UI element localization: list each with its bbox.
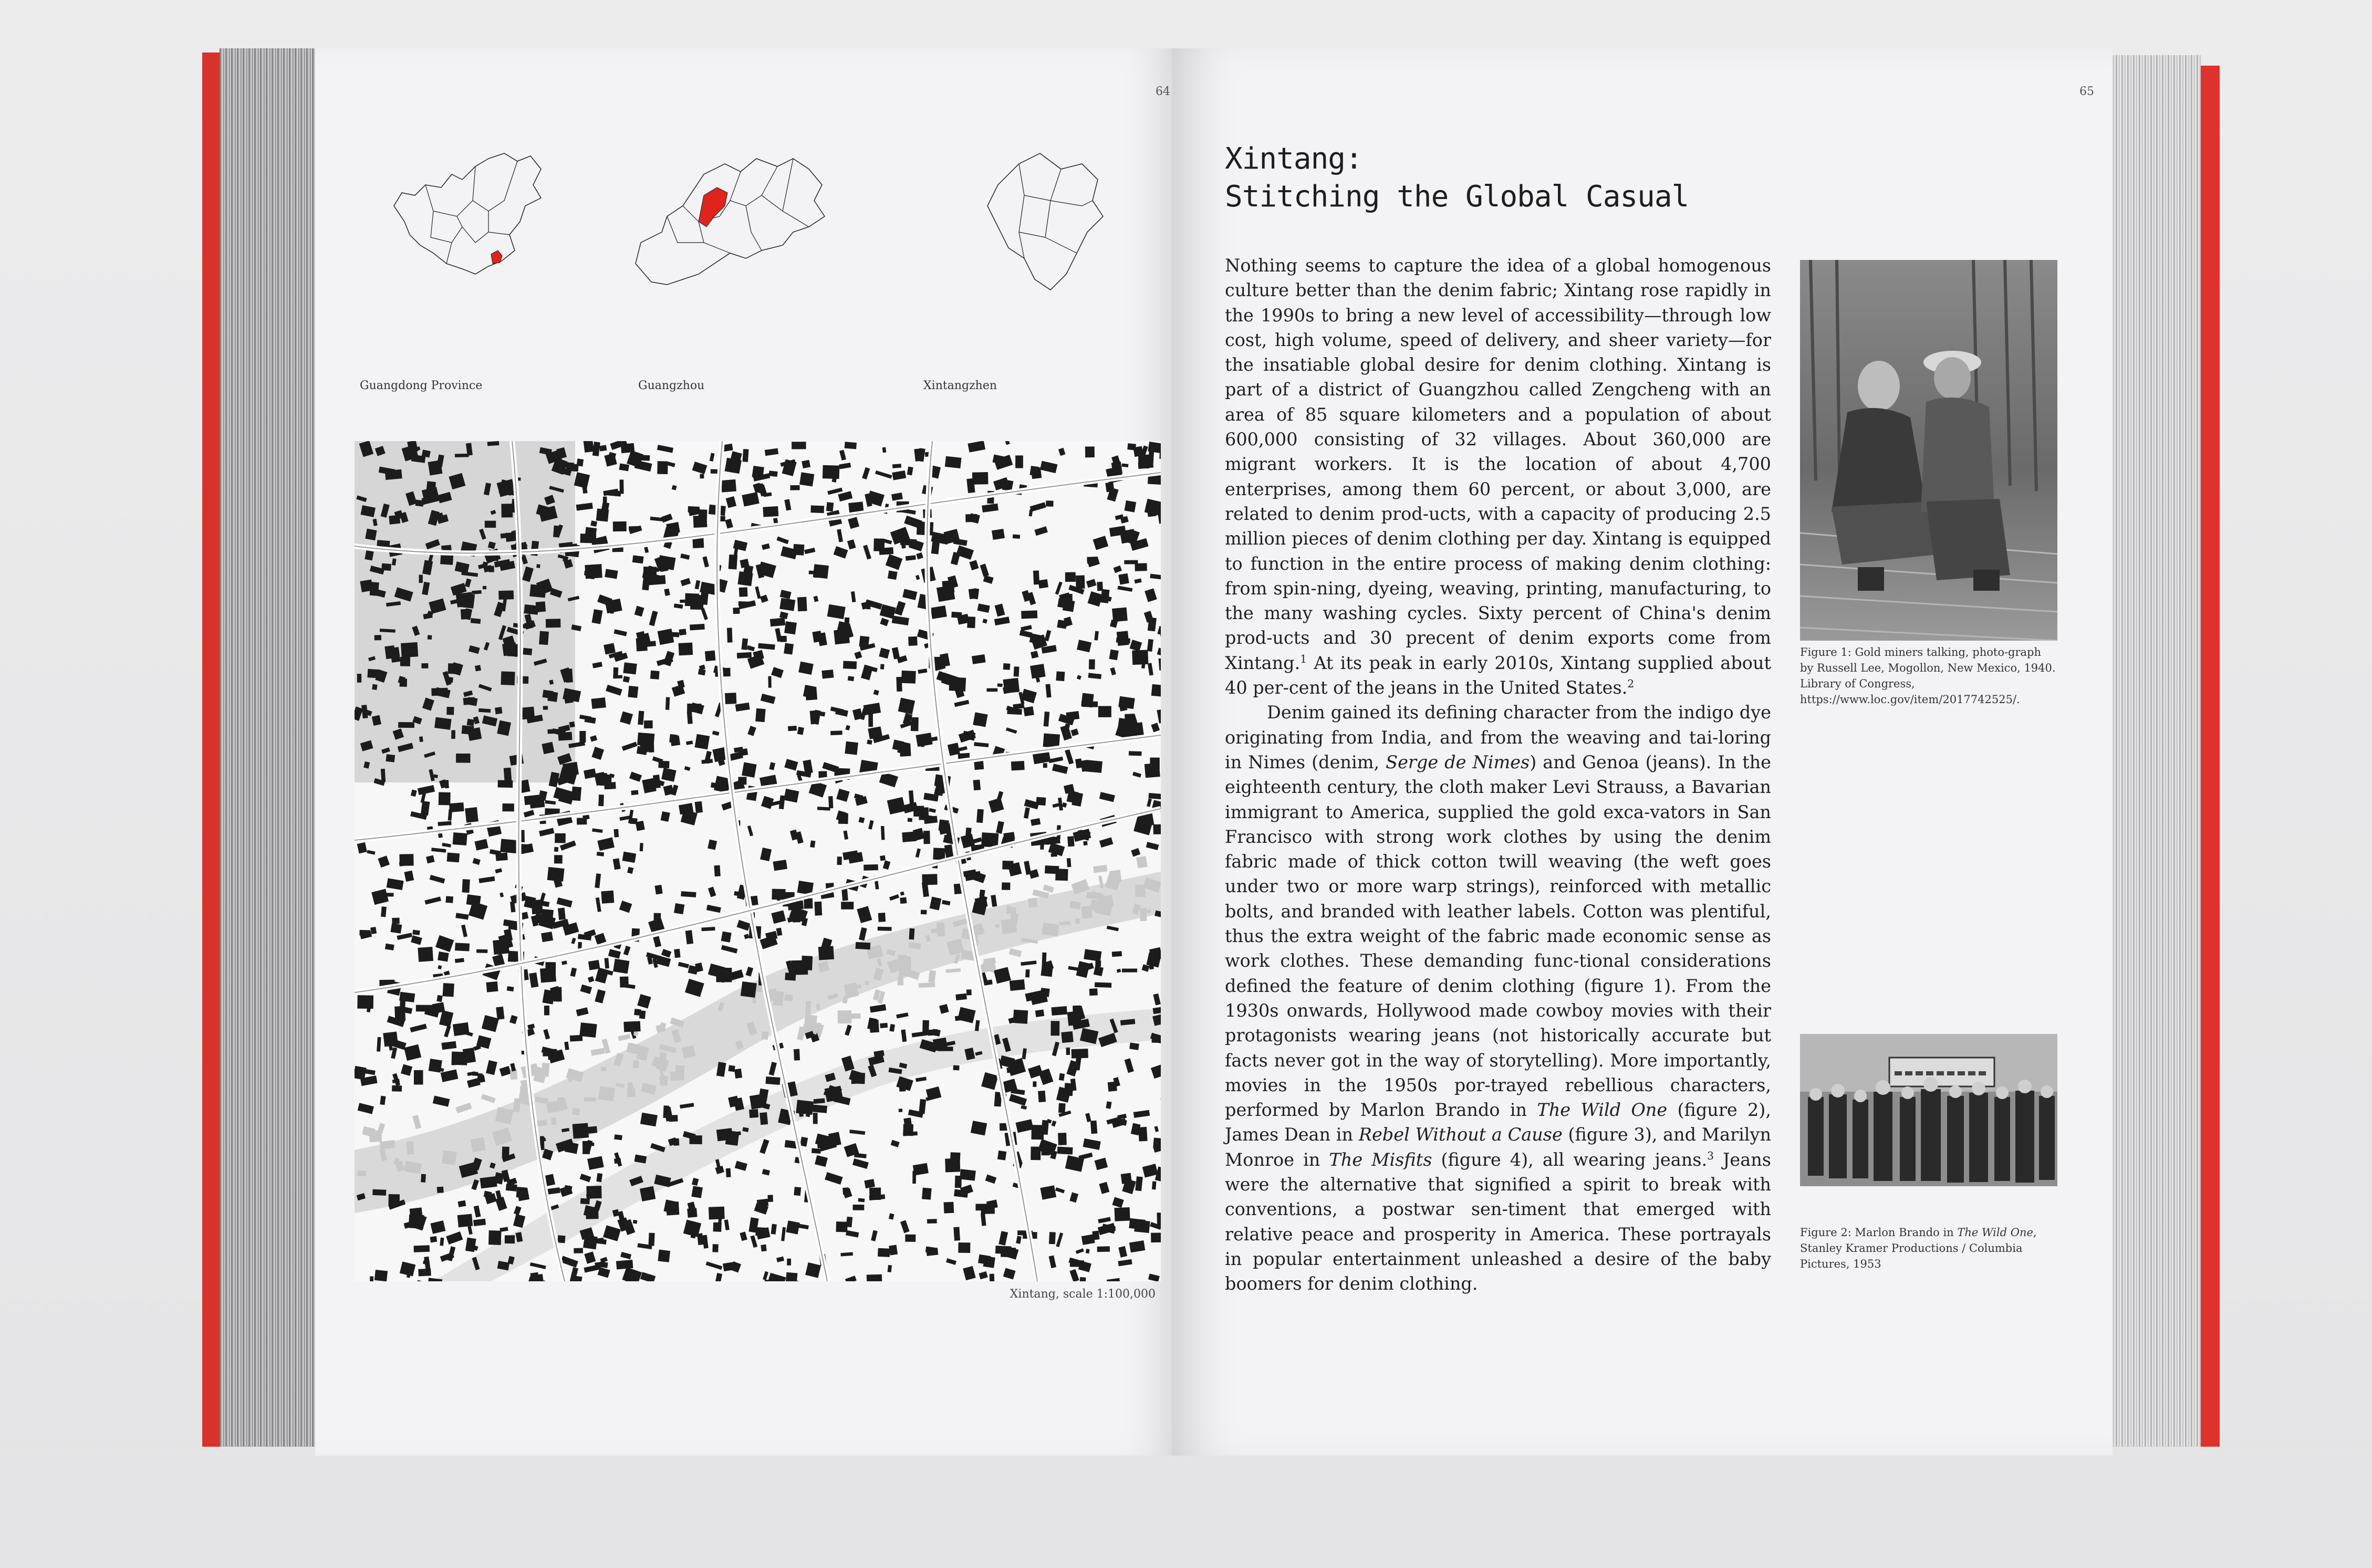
page-number: 64 [1156,85,1170,98]
right-page [1172,48,2113,1456]
guangzhou-map [625,143,835,300]
map-caption-guangdong: Guangdong Province [360,379,483,392]
footnote-marker: 1 [1300,652,1307,665]
page-number: 65 [2079,85,2094,98]
chapter-title-line-2: Stitching the Global Casual [1225,180,1689,214]
text-run: At its peak in early 2010s, Xintang supplied about 40 per-cent of the jeans in the United States. [1225,652,1771,698]
text-run: Jeans were the alternative that signified a spirit to break with conventions, a postwar sen-timent that emerged with relative peace and prosperity in America. These portrayals in popular entertainment unleashed a desire of the baby boomers for denim clothing. [1225,1149,1771,1294]
left-page [315,48,1177,1456]
figure-2-caption [1800,1225,2057,1272]
chapter-title [1225,140,1689,216]
chapter-title-line-1: Xintang: [1225,142,1362,176]
figure-1-photo [1800,260,2057,641]
text-run: ) and Genoa (jeans). In the eighteenth century, the cloth maker Levi Strauss, a Bavarian immigrant to America, supplied the gold exca-vators in San Francisco with strong work clothes by using the denim fabric made of thick cotton twill weaving (the weft goes under two or more warp strings), reinforced with metallic bolts, and branded with leather labels. Cotton was plentiful, thus the extra weight of the fabric made economic sense as work clothes. These demanding func-tional considerations defined the feature of denim clothing (figure 1). From the 1930s onwards, Hollywood made cowboy movies with their protagonists wearing jeans (not historically accurate but facts never got in the way of storytelling). More importantly, movies in the 1950s por-trayed rebellious characters, performed by Marlon Brando in [1225,751,1771,1121]
map-scale-caption: Xintang, scale 1:100,000 [1010,1288,1156,1301]
map-caption-guangzhou: Guangzhou [638,379,705,392]
text-run: (figure 3), and Marilyn Monroe in [1225,1124,1772,1170]
italic-term: Serge de Nimes [1386,751,1530,772]
map-caption-xintangzhen: Xintangzhen [923,379,997,392]
figure-2-photo [1800,1034,2057,1186]
film-title: Rebel Without a Cause [1358,1124,1563,1145]
paragraph [1225,253,1771,700]
xintang-figure-ground-map [355,441,1161,1281]
footnote-marker: 3 [1707,1149,1714,1162]
paragraph [1225,700,1771,1296]
text-run: (figure 4), all wearing jeans. [1432,1149,1708,1170]
guangdong-province-map [383,143,552,279]
film-title: The Misfits [1329,1149,1432,1170]
caption-text: Figure 2: Marlon Brando in [1800,1226,1958,1239]
text-run: Nothing seems to capture the idea of a global homogenous culture better than the denim fabric; Xintang rose rapidly in the 1990s to bring a new level of accessibility—through low cost, high volume, speed of delivery, and sheer variety—for the insatiable global desire for denim clothing. Xintang is part of a district of Guangzhou called Zengcheng with an area of 85 square kilometers and a population of about 600,000 consisting of 32 villages. About 360,000 are migrant workers. It is the location of about 4,700 enterprises, among them 60 percent, or about 3,000, are related to denim prod-ucts, with a capacity of producing 2.5 million pieces of denim clothing per day. Xintang is equipped to function in the entire process of making denim clothing: from spin-ning, dyeing, weaving, printing, manufacturing, to the many washing cycles. Sixty percent of China's denim prod-ucts and 30 precent of denim exports come from Xintang. [1225,255,1771,673]
page-stack-left [220,48,319,1447]
body-text [1225,253,1771,1296]
footnote-marker: 2 [1627,677,1635,690]
film-title: The Wild One [1537,1100,1668,1121]
figure-1-caption: Figure 1: Gold miners talking, photo-graph by Russell Lee, Mogollon, New Mexico, 1940. Library of Congress, https://www.loc.gov/item/2017742525/. [1800,646,2056,706]
caption-text: , Stanley Kramer Productions / Columbia Pictures, 1953 [1800,1226,2037,1270]
text-run: Denim gained its defining character from the indigo dye originating from India, and from the weaving and tai-loring in Nimes (denim, [1225,702,1771,772]
film-title: The Wild One [1957,1226,2033,1239]
page-stack-right [2106,55,2201,1447]
text-run: (figure 2), James Dean in [1225,1100,1771,1145]
xintangzhen-map [977,143,1114,300]
